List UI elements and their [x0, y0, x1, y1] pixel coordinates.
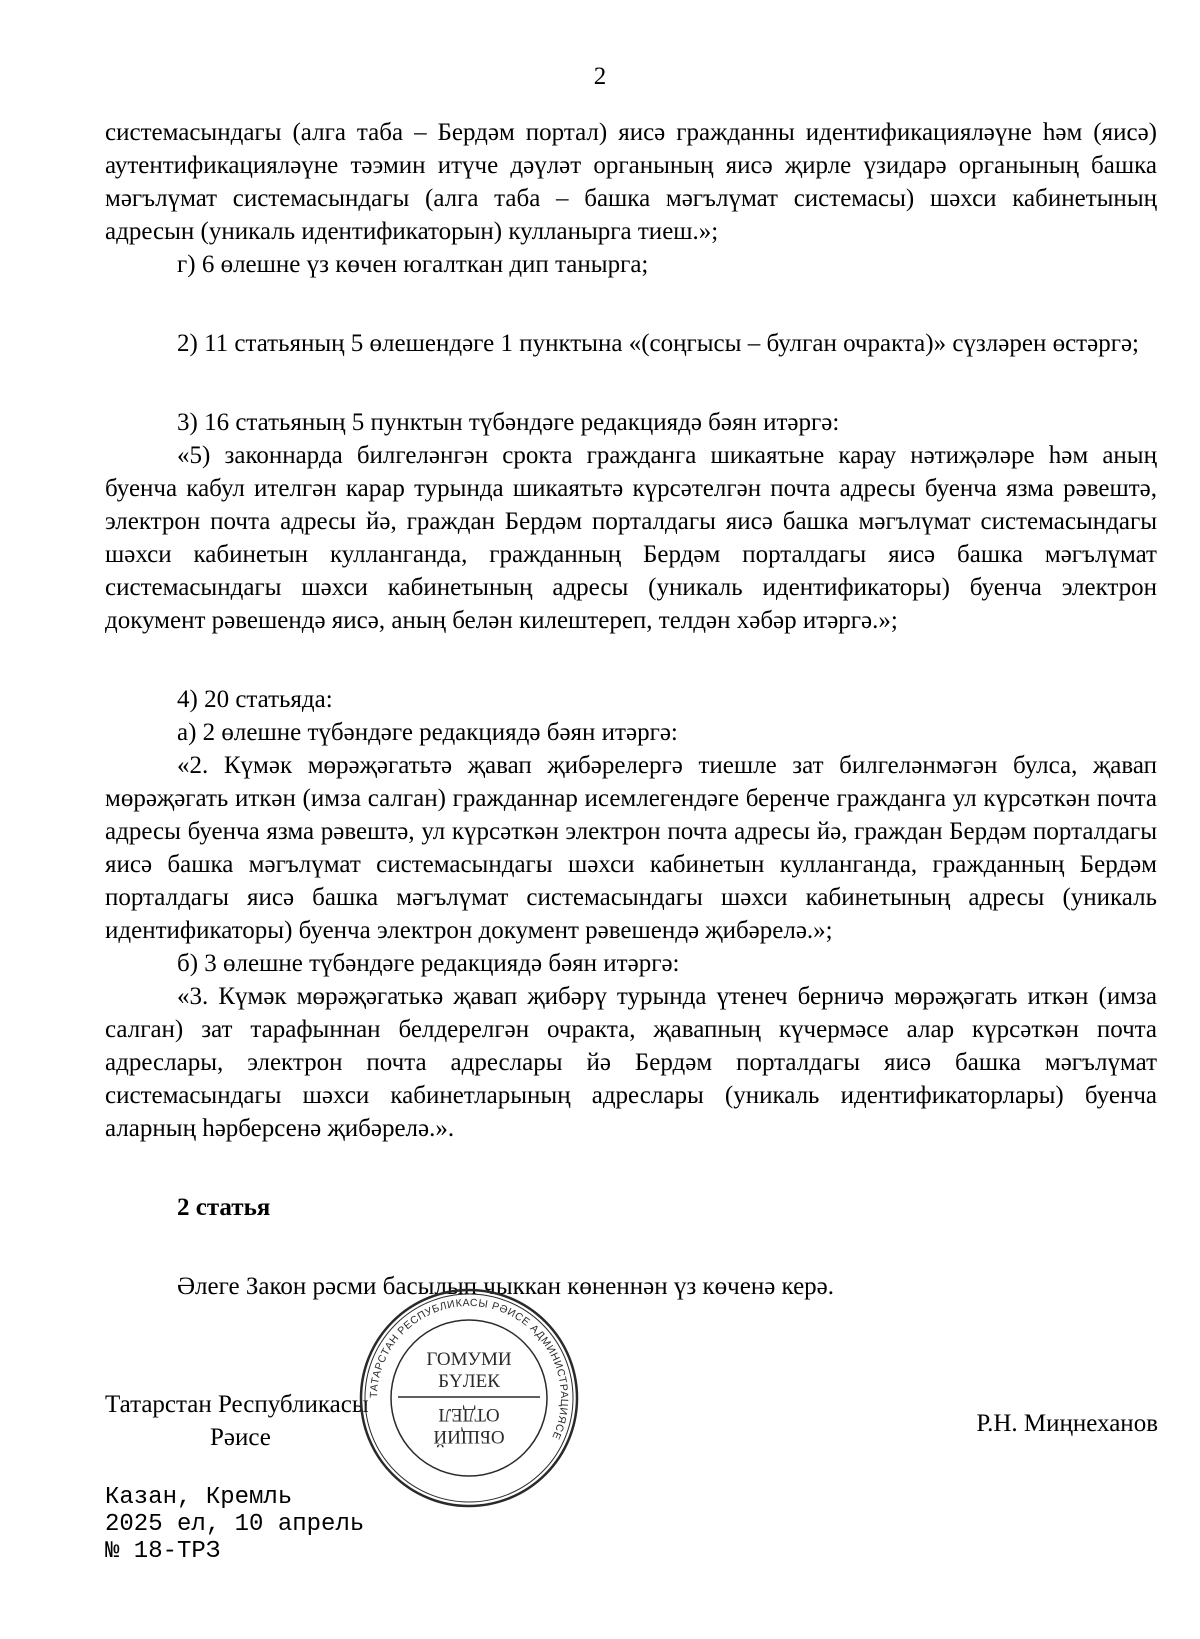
- signatory-name: Р.Н. Миңнеханов: [976, 1410, 1158, 1437]
- stamp-line-3: ОТДЕЛ: [438, 1404, 500, 1425]
- paragraph-quote-2: «2. Күмәк мөрәҗәгатьтә җавап җибәрелергә тиешле зат билгеләнмәгән булса, җавап мөрәҗәгать иткән (имза салган) гражданнар исемлегендәге беренче гражданга ул күрсәткән почта адресы буенча язма рәвештә, ул күрсәткән электрон почта адресы йә, граждан Бердәм порталдагы яисә башка мәгълүмат системасындагы шәхси кабинетын кулланганда, гражданның Бердәм порталдагы яисә башка мәгълүмат системасындагы шәхси кабинетының адресы (уникаль идентификаторы) буенча электрон документ рәвешендә җибәрелә.»;: [105, 752, 1157, 944]
- date: 2025 ел, 10 апрель: [105, 1511, 365, 1538]
- official-stamp: [358, 1287, 580, 1509]
- place-date-block: [105, 1484, 364, 1565]
- stamp-line-4: ОБЩИЙ: [433, 1426, 505, 1447]
- paragraph-item-a: а) 2 өлешне түбәндәге редакциядә бәян итәргә:: [177, 719, 678, 746]
- stamp-outer-ring: [361, 1290, 577, 1506]
- stamp-line-2: БҮЛЕК: [438, 1371, 500, 1392]
- spacer: [105, 281, 1157, 327]
- paragraph-item-3: 3) 16 статьяның 5 пунктын түбәндәге редакциядә бәян итәргә:: [177, 409, 840, 436]
- paragraph-continuation: системасындагы (алга таба – Бердәм портал) яисә гражданны идентификацияләүне һәм (яисә) аутентификацияләүне тәэмин итүче дәүләт органының яисә җирле үзидарә органының башка мәгълүмат системасындагы (алга таба – башка мәгълүмат системасы) шәхси кабинетының адресын (уникаль идентификаторын) кулланырга тиеш.»;: [105, 119, 1157, 245]
- signatory-title: [105, 1388, 369, 1454]
- paragraph-item-4: 4) 20 статьяда:: [177, 686, 333, 713]
- paragraph-quote-3: «3. Күмәк мөрәҗәгатькә җавап җибәрү турында үтенеч берничә мөрәҗәгать иткән (имза салган) зат тарафыннан белдерелгән очракта, җавапның күчермәсе алар күрсәткән почта адреслары, электрон почта адреслары йә Бердәм порталдагы яисә башка мәгълүмат системасындагы шәхси кабинетларының адреслары (уникаль идентификаторлары) буенча аларның һәрберсенә җибәрелә.».: [105, 983, 1157, 1142]
- spacer: [105, 637, 1157, 683]
- spacer: [105, 1145, 1157, 1191]
- spacer: [105, 360, 1157, 406]
- stamp-line-1: ГОМУМИ: [426, 1349, 512, 1370]
- document-body: [105, 116, 1157, 1303]
- signatory-title-line1: Татарстан Республикасы: [105, 1391, 369, 1418]
- paragraph-item-2: 2) 11 статьяның 5 өлешендәге 1 пунктына «(соңгысы – булган очракта)» сүзләрен өстәргә;: [177, 330, 1139, 357]
- article-heading: 2 статья: [177, 1194, 271, 1221]
- paragraph-item-b: б) 3 өлешне түбәндәге редакциядә бәян итәргә:: [177, 950, 680, 977]
- stamp-outer-ring-thin: [365, 1294, 573, 1502]
- paragraph-quote-5: «5) законнарда билгеләнгән срокта гражданга шикаятьне карау нәтиҗәләре һәм аның буенча кабул ителгән карар турында шикаятьтә күрсәтелгән почта адресы буенча язма рәвештә, электрон почта адресы йә, граждан Бердәм порталдагы яисә башка мәгълүмат системасындагы шәхси кабинетын кулланганда, гражданның Бердәм порталдагы яисә башка мәгълүмат системасындагы шәхси кабинетының адресы (уникаль идентификаторы) буенча электрон документ рәвешендә яисә, аның белән килештереп, телдән хәбәр итәргә.»;: [105, 442, 1157, 634]
- law-number: № 18-ТРЗ: [105, 1538, 221, 1565]
- paragraph-item-g: г) 6 өлешне үз көчен югалткан дип танырга;: [177, 251, 649, 278]
- stamp-outer-text-path: ТАТАРСТАН РЕСПУБЛИКАСЫ РӘИСЕ АДМИНИСТРАЦИЯСЕ: [367, 1296, 571, 1442]
- article-text: Әлеге Закон рәсми басылып чыккан көненнән үз көченә керә.: [177, 1273, 835, 1300]
- page-number: 2: [593, 63, 607, 90]
- stamp-inner-ring: [391, 1320, 547, 1476]
- spacer: [105, 1224, 1157, 1270]
- place: Казан, Кремль: [105, 1484, 293, 1511]
- signatory-title-line2: Рәисе: [210, 1424, 271, 1451]
